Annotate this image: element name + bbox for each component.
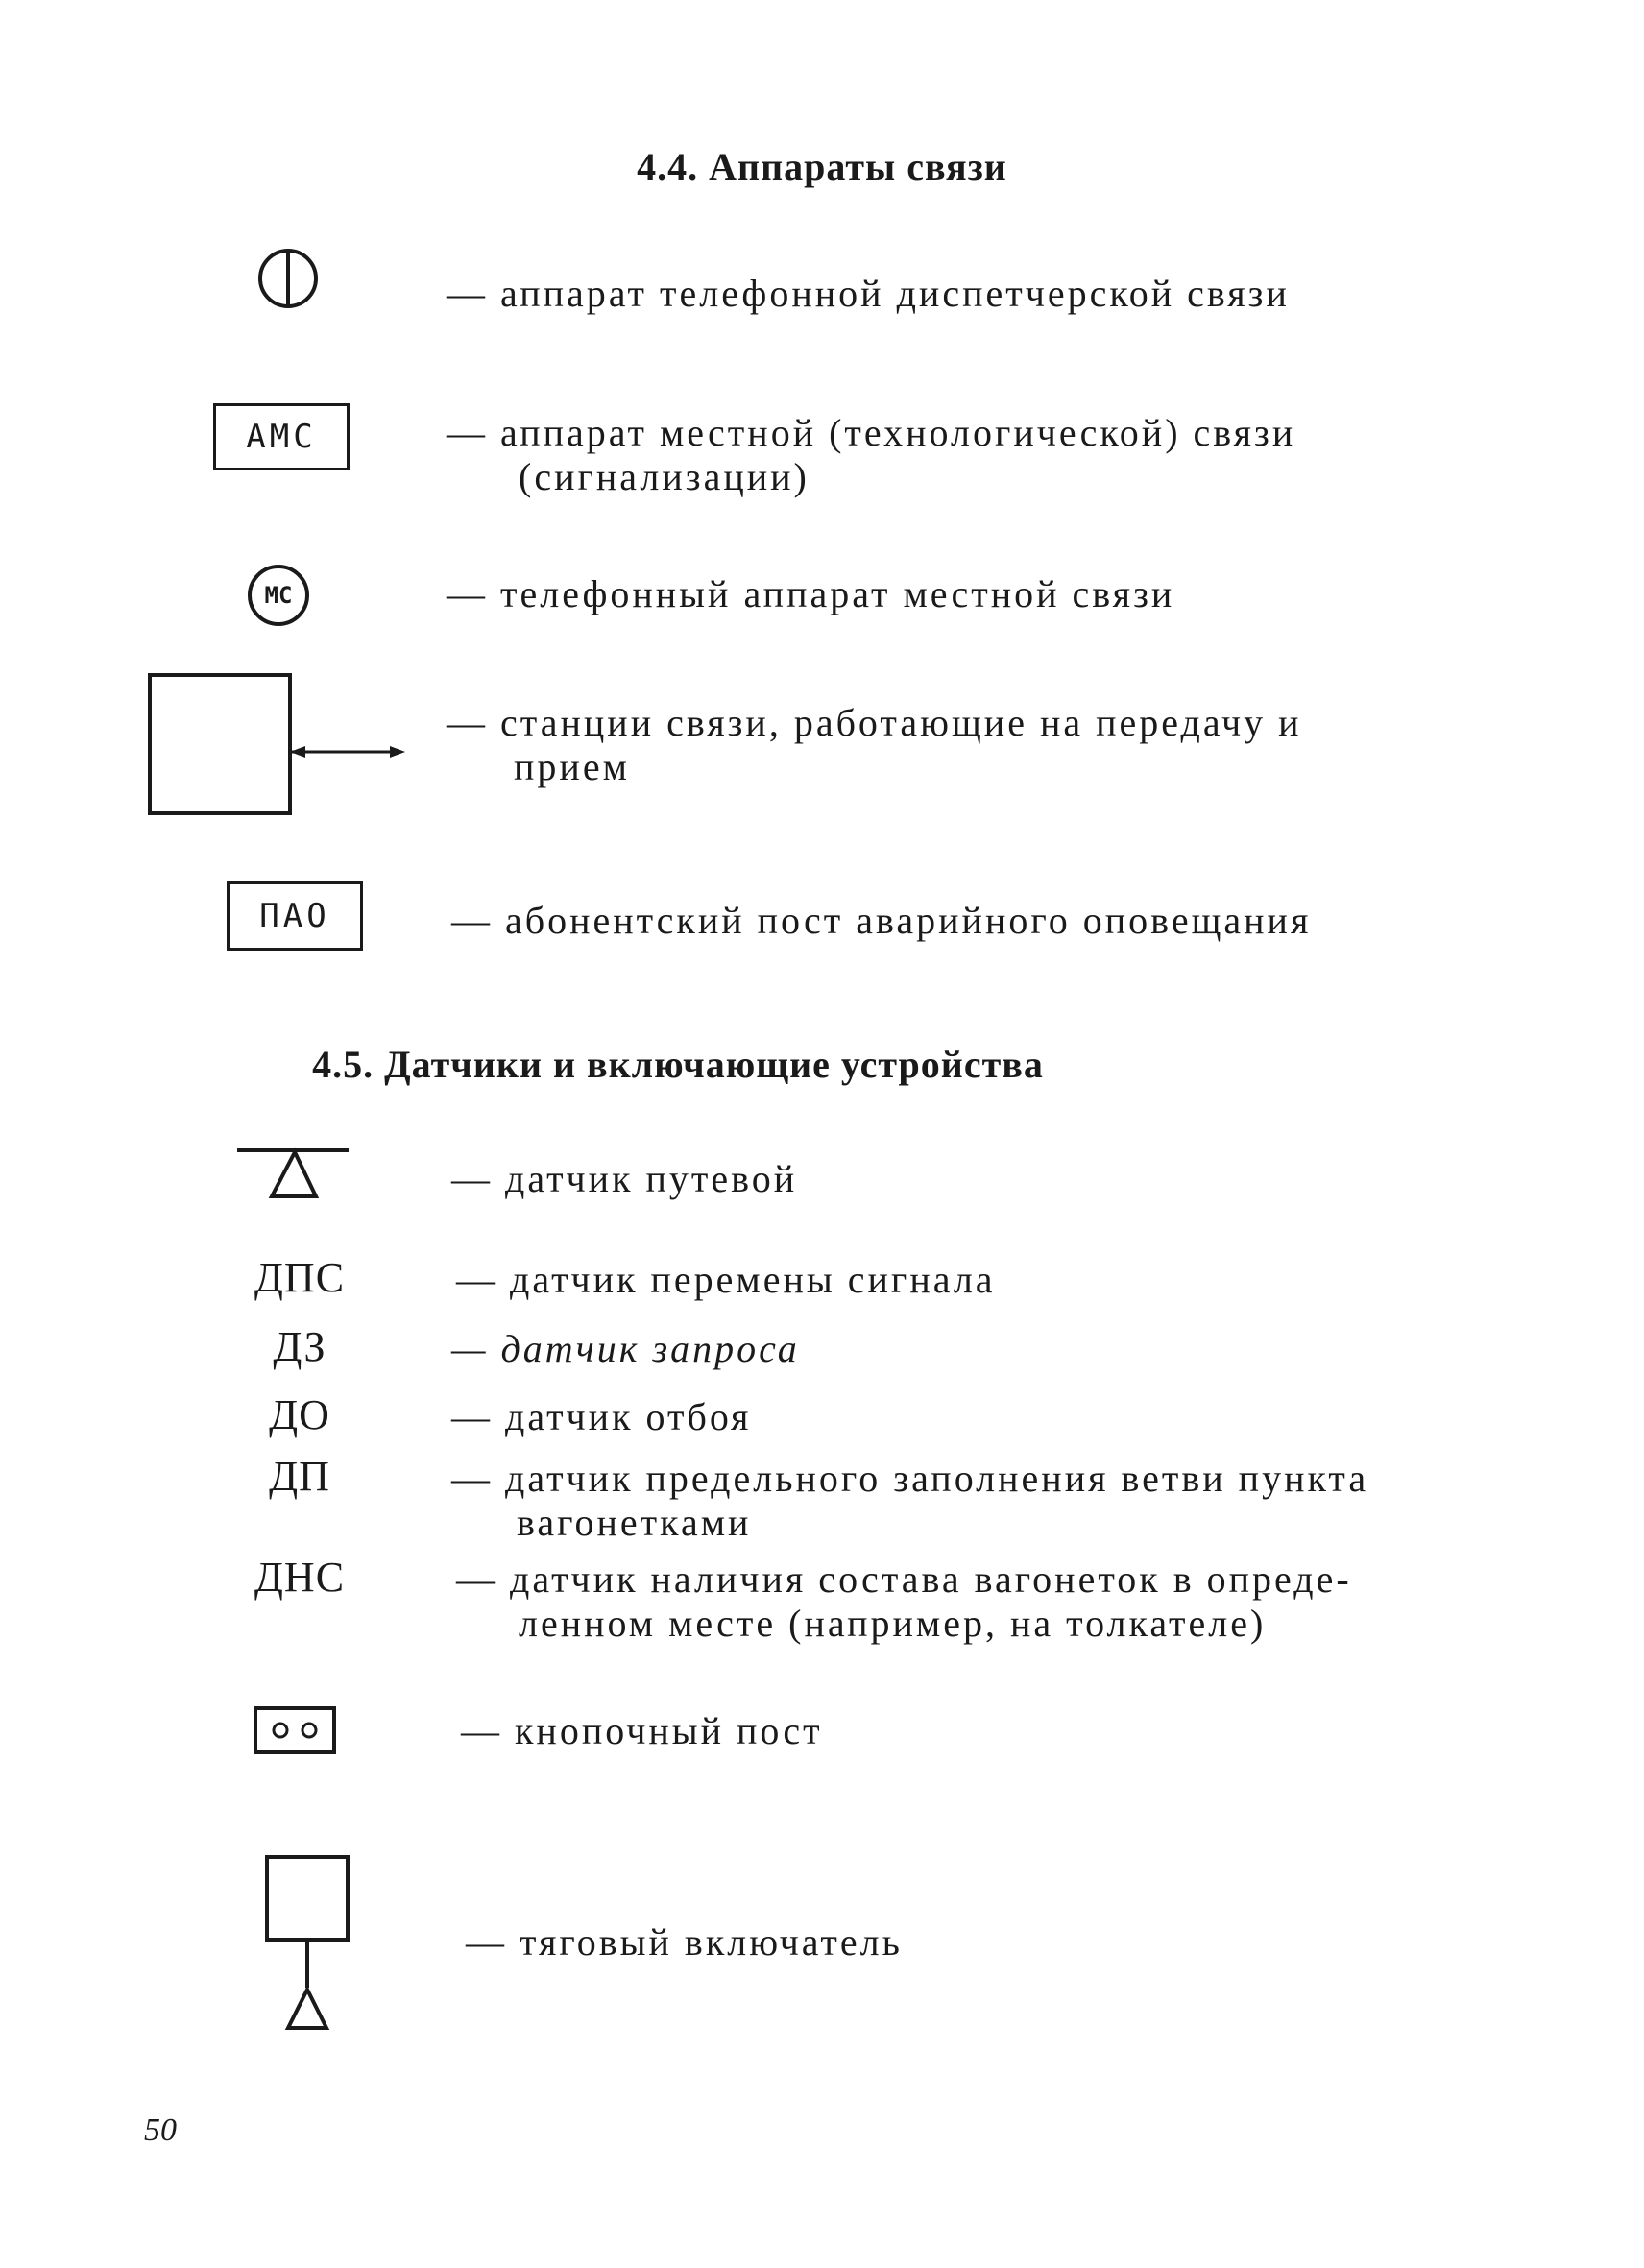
- dispatcher-phone-symbol-icon: [254, 245, 322, 312]
- item-local-phone-set-text: — телефонный аппарат местной связи: [447, 572, 1175, 615]
- item-local-phone-text-line2: (сигнализации): [519, 455, 810, 498]
- item-dz-text: — датчик запроса: [451, 1327, 800, 1370]
- item-dp-text-line2: вагонетками: [517, 1501, 752, 1544]
- track-sensor-symbol-icon: [235, 1145, 351, 1202]
- item-local-phone-text-line1: — аппарат местной (технологической) связи: [447, 411, 1296, 454]
- station-square-arrow-icon: [144, 667, 413, 821]
- section-heading-4-4: 4.4. Аппараты связи: [637, 145, 1007, 188]
- item-dps-text: — датчик перемены сигнала: [456, 1258, 996, 1301]
- page-number: 50: [144, 2112, 177, 2148]
- item-station-text-line1: — станции связи, работающие на передачу и: [447, 701, 1302, 744]
- item-dp-text-line1: — датчик предельного заполнения ветви пункта: [451, 1457, 1369, 1500]
- traction-switch-symbol-icon: [259, 1853, 355, 2036]
- section-heading-4-5: 4.5. Датчики и включающие устройства: [312, 1043, 1044, 1086]
- item-dns-text-line2: ленном месте (например, на толкателе): [519, 1602, 1267, 1645]
- button-post-symbol-icon: [252, 1704, 338, 1758]
- abbr-dps: ДПС: [254, 1254, 346, 1301]
- item-track-sensor-text: — датчик путевой: [451, 1157, 798, 1200]
- ams-symbol-box: [213, 403, 350, 470]
- item-traction-switch-text: — тяговый включатель: [466, 1920, 903, 1964]
- item-button-post-text: — кнопочный пост: [461, 1709, 823, 1752]
- pao-symbol-label: ПАО: [259, 897, 330, 935]
- ms-symbol-label: МС: [264, 582, 293, 609]
- item-emergency-post-text: — абонентский пост аварийного оповещания: [451, 899, 1312, 942]
- abbr-dns: ДНС: [254, 1554, 346, 1601]
- abbr-dp: ДП: [269, 1453, 330, 1500]
- pao-symbol-box: [227, 881, 363, 951]
- abbr-dz: ДЗ: [273, 1323, 326, 1370]
- ams-symbol-label: АМС: [246, 418, 317, 456]
- item-dispatcher-phone-text: — аппарат телефонной диспетчерской связи: [447, 272, 1290, 315]
- item-do-text: — датчик отбоя: [451, 1395, 752, 1438]
- item-dns-text-line1: — датчик наличия состава вагонеток в опреде-: [456, 1557, 1352, 1601]
- abbr-do: ДО: [269, 1391, 330, 1438]
- ms-symbol-circle: [248, 565, 309, 626]
- item-station-text-line2: прием: [514, 745, 630, 788]
